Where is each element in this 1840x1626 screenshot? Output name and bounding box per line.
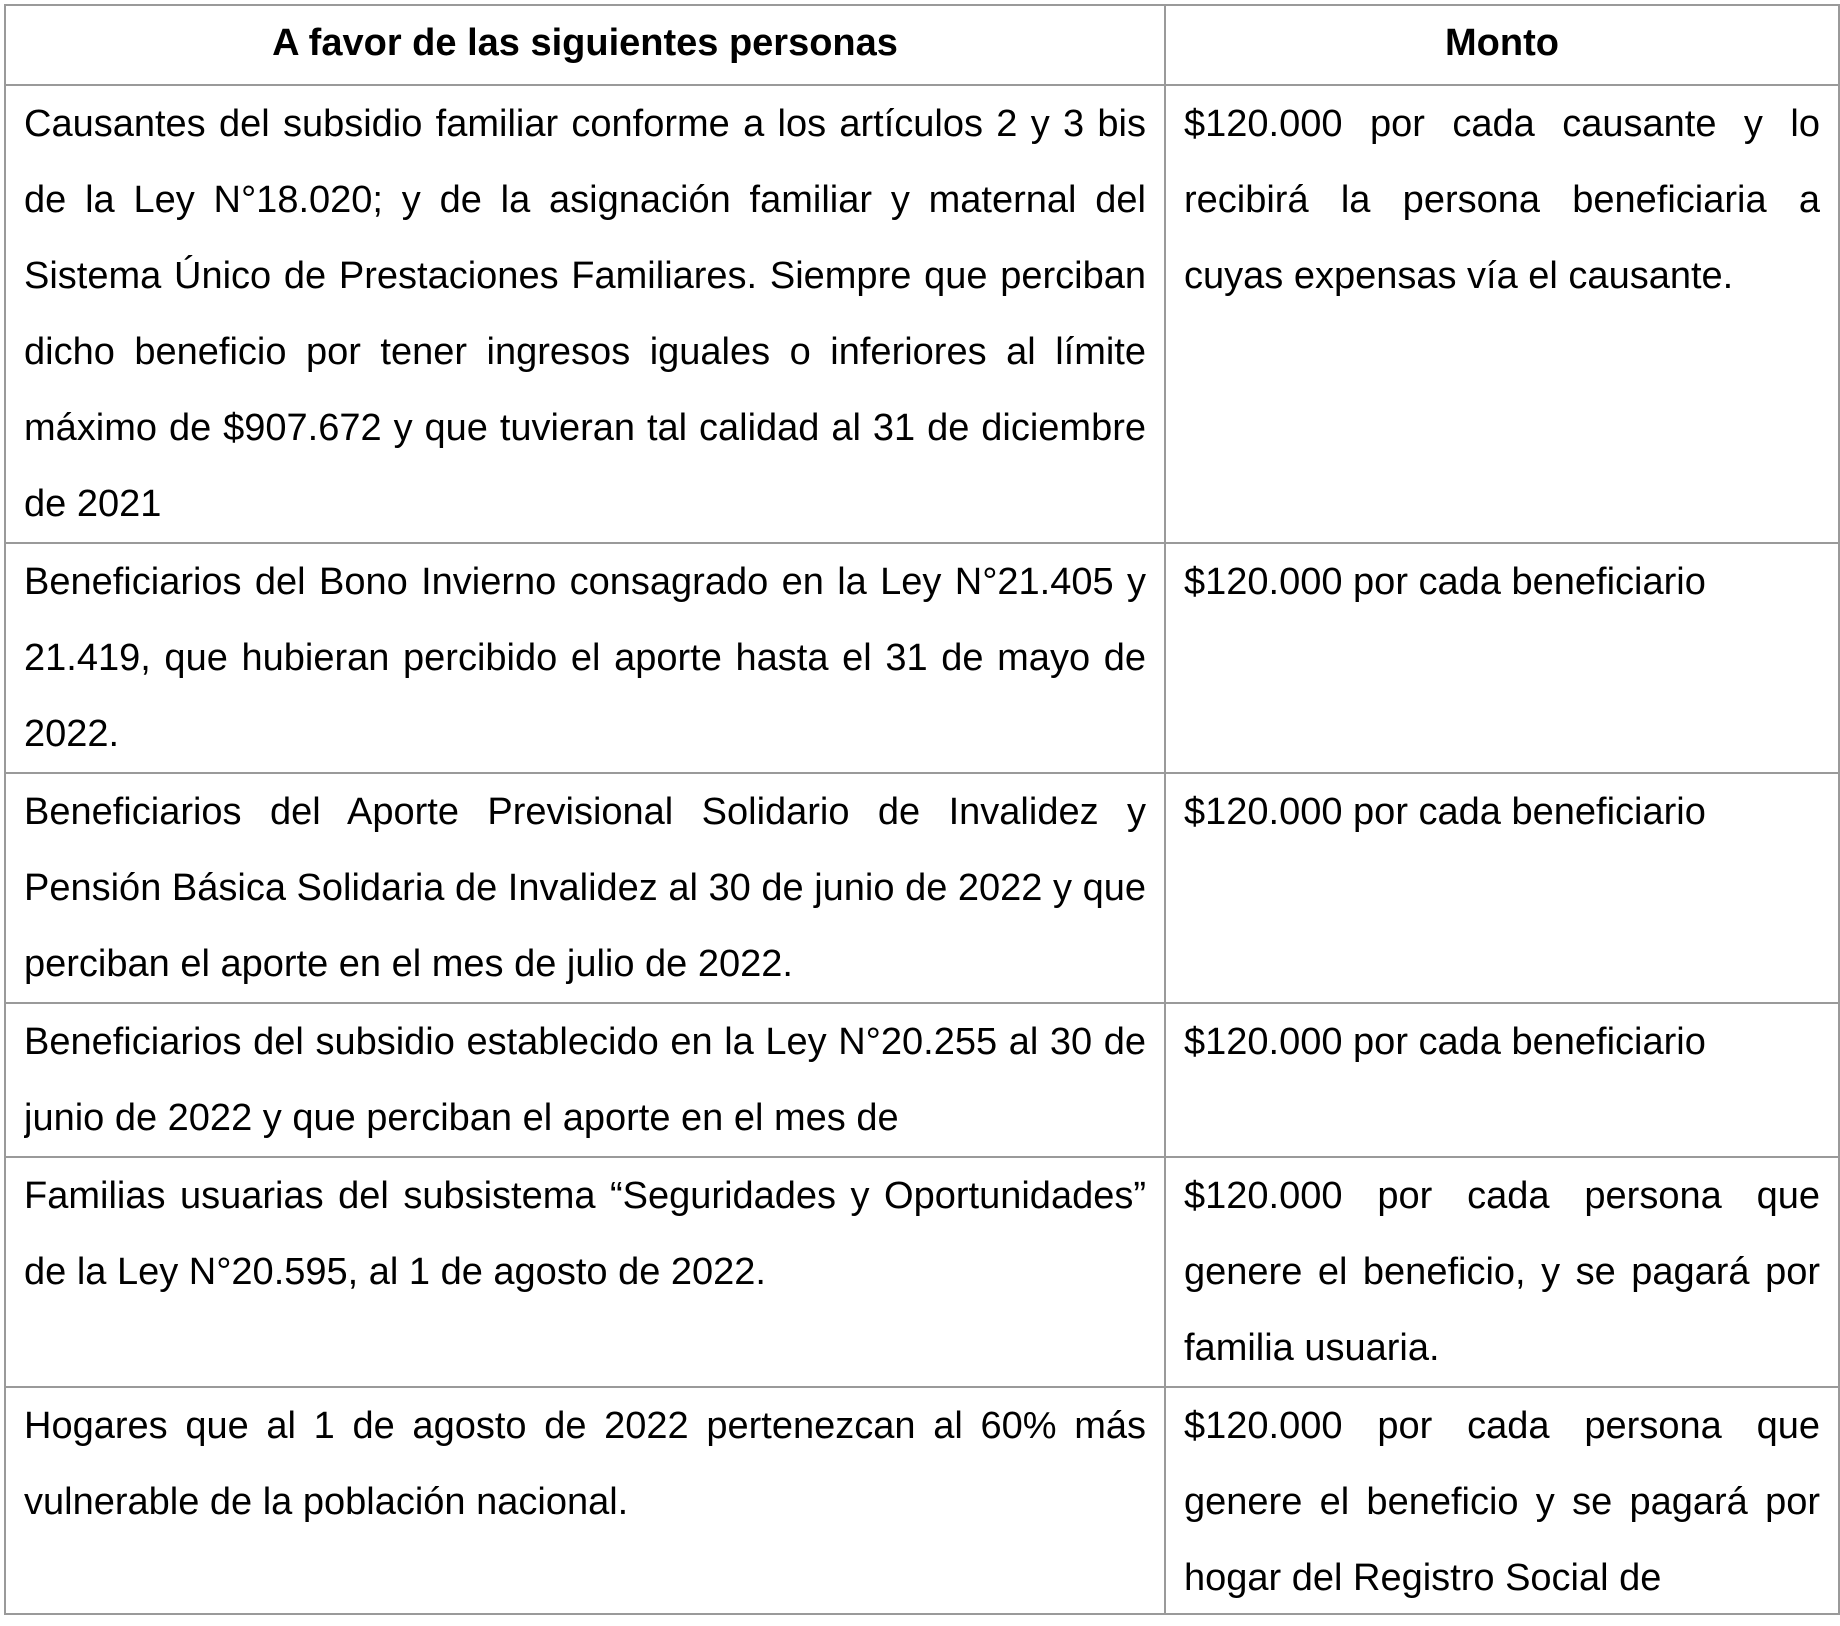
persons-text: Beneficiarios del Aporte Previsional Solidario de Invalidez y Pensión Básica Solidaria de Invalidez al 30 de junio de 2022 y que perciban el aporte en el mes de julio de 2022. bbox=[24, 791, 1146, 985]
persons-text: Causantes del subsidio familiar conforme a los artículos 2 y 3 bis de la Ley N°18.020; y de la asignación familiar y maternal del Sistema Único de Prestaciones Familiares. Siempre que perciban dicho beneficio por tener ingresos iguales o inferiores al límite máximo de $907.672 y que tuvieran tal calidad al 31 de diciembre de 2021 bbox=[24, 103, 1146, 525]
persons-cell bbox=[5, 1003, 1165, 1157]
table-row bbox=[5, 85, 1839, 543]
amount-cell bbox=[1165, 773, 1839, 1003]
benefits-table bbox=[4, 4, 1840, 1615]
amount-cell bbox=[1165, 1003, 1839, 1157]
table-header-row bbox=[5, 5, 1839, 85]
amount-text: $120.000 por cada beneficiario bbox=[1184, 1021, 1706, 1063]
table-row bbox=[5, 1387, 1839, 1614]
amount-text: $120.000 por cada persona que genere el beneficio y se pagará por hogar del Registro Social de bbox=[1184, 1405, 1820, 1599]
persons-cell bbox=[5, 1157, 1165, 1387]
amount-text: $120.000 por cada beneficiario bbox=[1184, 561, 1706, 603]
header-persons: A favor de las siguientes personas bbox=[5, 5, 1165, 85]
amount-cell bbox=[1165, 543, 1839, 773]
table-row bbox=[5, 1157, 1839, 1387]
amount-text: $120.000 por cada persona que genere el beneficio, y se pagará por familia usuaria. bbox=[1184, 1175, 1820, 1369]
persons-cell bbox=[5, 543, 1165, 773]
persons-text: Beneficiarios del subsidio establecido en la Ley N°20.255 al 30 de junio de 2022 y que perciban el aporte en el mes de bbox=[24, 1021, 1146, 1139]
amount-cell bbox=[1165, 1157, 1839, 1387]
header-amount: Monto bbox=[1165, 5, 1839, 85]
persons-text: Hogares que al 1 de agosto de 2022 pertenezcan al 60% más vulnerable de la población nacional. bbox=[24, 1405, 1146, 1523]
amount-text: $120.000 por cada causante y lo recibirá la persona beneficiaria a cuyas expensas vía el causante. bbox=[1184, 103, 1820, 297]
persons-text: Beneficiarios del Bono Invierno consagrado en la Ley N°21.405 y 21.419, que hubieran percibido el aporte hasta el 31 de mayo de 2022. bbox=[24, 561, 1146, 755]
amount-text: $120.000 por cada beneficiario bbox=[1184, 791, 1706, 833]
persons-cell bbox=[5, 773, 1165, 1003]
table-row bbox=[5, 773, 1839, 1003]
table-row bbox=[5, 543, 1839, 773]
table-row bbox=[5, 1003, 1839, 1157]
persons-cell bbox=[5, 1387, 1165, 1614]
amount-cell bbox=[1165, 1387, 1839, 1614]
persons-text: Familias usuarias del subsistema “Seguridades y Oportunidades” de la Ley N°20.595, al 1 de agosto de 2022. bbox=[24, 1175, 1146, 1293]
persons-cell bbox=[5, 85, 1165, 543]
amount-cell bbox=[1165, 85, 1839, 543]
